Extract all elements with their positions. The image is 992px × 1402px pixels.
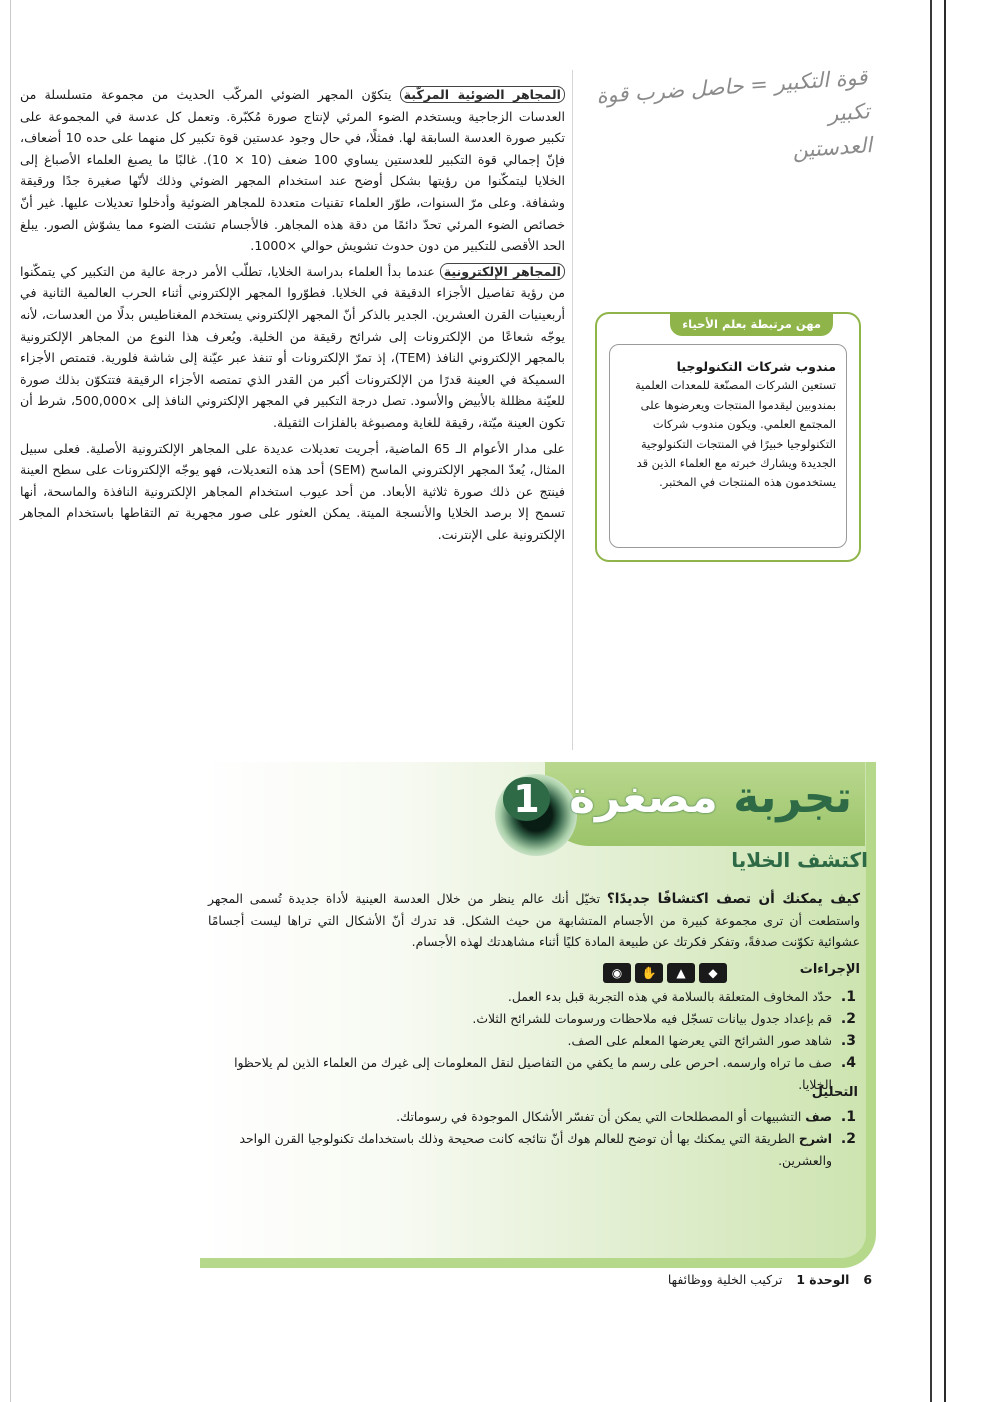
mini-lab-number: 1 <box>503 777 549 821</box>
step-lead: صف <box>805 1109 832 1124</box>
heading-electron-microscopes: المجاهر الإلكترونية <box>440 263 565 280</box>
step-text: حدّد المخاوف المتعلقة بالسلامة في هذه التجربة قبل بدء العمل. <box>507 989 832 1004</box>
scan-edge-left <box>10 0 11 1402</box>
step-text: قم بإعداد جدول بيانات تسجّل فيه ملاحظات ورسومات للشرائح الثلاث. <box>472 1011 832 1026</box>
procedure-step <box>208 1008 860 1030</box>
page-footer <box>668 1272 872 1287</box>
scan-edge-right <box>930 0 932 1402</box>
scan-edge-right-outer <box>944 0 946 1402</box>
paragraph-electron-text: عندما بدأ العلماء بدراسة الخلايا، تطلّب الأمر درجة عالية من التكبير كي يتمكّنوا من رؤية تفاصيل الأجزاء الدقيقة في الخلايا. فطوّروا المجهر الإلكتروني أثناء الحرب العالمية الثانية في أربعينيات القرن العشرين. الجدير بالذكر أنّ المجهر الإلكتروني يستخدم المغناطيس بدلًا من العدسات، لأنه يوجّه شعاعًا من الإلكترونات إلى شرائح رقيقة من الخلية. ويُعرف هذا النوع من المجاهر الإلكترونية بالمجهر الإلكتروني النافذ (TEM)، إذ تمرّ الإلكترونات أو تنفذ عبر عيّنة إلى شاشة فلورية. فتمتص الأجزاء السميكة في العينة قدرًا من الإلكترونات أكبر من القدر الذي تمتصه الأجزاء الرقيقة فتتكوّن بذلك صورة للعيّنة مظللة بالأبيض والأسود. تصل درجة التكبير في المجهر الإلكتروني النافذ إلى ×500,000، شرط أن تكون العينة ميّتة، رقيقة للغاية ومصبوغة بالفلزات الثقيلة. <box>20 263 565 430</box>
handwritten-note <box>582 60 873 182</box>
step-number: 2. <box>840 1131 856 1147</box>
mini-lab-intro <box>208 888 860 952</box>
main-text-column <box>20 84 565 549</box>
careers-title: مندوب شركات التكنولوجيا <box>676 359 836 374</box>
paragraph-electron-microscopes <box>20 261 565 434</box>
heading-compound-light-microscopes: المجاهر الضوئية المركّبة <box>400 86 565 103</box>
step-text: التشبيهات أو المصطلحات التي يمكن أن تفسّر الأشكال الموجودة في رسوماتك. <box>396 1109 802 1124</box>
procedure-step <box>208 1052 860 1096</box>
analysis-steps <box>208 1106 860 1172</box>
procedure-step <box>208 1030 860 1052</box>
careers-content <box>609 344 847 548</box>
procedure-steps <box>208 986 860 1096</box>
mini-lab-title-accent: مصغرة <box>569 772 718 823</box>
mini-lab-intro-text: تخيّل أنك عالم ينظر من خلال العدسة العينية لأداة جديدة تُسمى المجهر واستطعت أن ترى مجموعة كبيرة من الأجسام المتشابهة من حيث الشكل. قد تدرك أنّ الأشكال التي تراها ليست أجسامًا عشوائية تكوّنت صدفةً، وتفكر فكرتك عن طبيعة المادة كليًا أثناء مشاهدتك لهذه الأجسام. <box>208 891 860 949</box>
glassware-icon: ◆ <box>699 963 727 983</box>
step-text: صف ما تراه وارسمه. احرص على رسم ما يكفي من التفاصيل لنقل المعلومات إلى غيرك من العلماء الذين لم يلاحظوا الخلايا. <box>234 1055 832 1092</box>
safety-icons <box>603 963 727 983</box>
page-number: 6 <box>863 1272 872 1287</box>
handwritten-note-line-2: العدستين <box>791 133 873 163</box>
analysis-step <box>208 1128 860 1172</box>
eye-safety-icon: ◉ <box>603 963 631 983</box>
step-number: 1. <box>840 1109 856 1125</box>
unit-title: تركيب الخلية ووظائفها <box>667 1272 783 1287</box>
mini-lab-question: كيف يمكنك أن تصف اكتشافًا جديدًا؟ <box>606 891 860 907</box>
column-divider <box>572 70 573 750</box>
step-lead: اشرح <box>798 1131 832 1146</box>
hand-wash-icon: ✋ <box>635 963 663 983</box>
handwritten-note-line-1: قوة التكبير = حاصل ضرب قوة تكبير <box>595 65 871 126</box>
mini-lab-title <box>503 772 852 823</box>
clothing-protection-icon: ▲ <box>667 963 695 983</box>
paragraph-compound-text: يتكوّن المجهر الضوئي المركّب الحديث من مجموعة متسلسلة من العدسات الزجاجية ويستخدم الضوء المرئي لإنتاج صورة مُكبّرة. وتعمل كل عدسة في المجموعة على تكبير صورة العدسة السابقة لها. فمثلًا، في حال وجود عدستين قوة تكبير كل منهما على حده 10 أضعاف، فإنّ إجمالي قوة التكبير للعدستين يساوي 100 ضعف (10 × 10). غالبًا ما يصبغ العلماء الأصباغ إلى الخلايا ليتمكّنوا من رؤيتها بشكل أوضح عند استخدام المجهر الضوئي وذلك لأنّها صغيرة جدًا ورقيقة وشفافة. وعلى مرّ السنوات، طوّر العلماء تقنيات متعددة للمجاهر الضوئية وأدخلوا تعديلات عليها. غير أنّ خصائص الضوء المرئي تحدّ دائمًا من دقة هذه المجاهر. فالأجسام تشتت الضوء مما يشوّش الصور. يبلغ الحد الأقصى للتكبير من دون حدوث تشويش حوالي ×1000. <box>20 87 566 254</box>
paragraph-modifications-text: على مدار الأعوام الـ 65 الماضية، أجريت تعديلات عديدة على المجاهر الإلكترونية الأصلية. فعلى سبيل المثال، يُعدّ المجهر الإلكتروني الماسح (SEM) أحد هذه التعديلات، فهو يوجّه الإلكترونات على سطح العينة فينتج عن ذلك صورة ثلاثية الأبعاد. من أحد عيوب استخدام المجاهر الإلكترونية النافذة والماسحة، أنها تسمح إلا برصد الخلايا والأنسجة الميتة. يمكن العثور على صور مجهرية تم التقاطها باستخدام المجاهر الإلكترونية على الإنترنت. <box>20 440 566 542</box>
careers-banner: مهن مرتبطة بعلم الأحياء <box>670 312 833 336</box>
step-number: 2. <box>840 1011 856 1027</box>
paragraph-modifications <box>20 438 565 546</box>
mini-lab-title-word: تجربة <box>733 772 852 823</box>
unit-label: الوحدة 1 <box>796 1272 850 1287</box>
procedure-step <box>208 986 860 1008</box>
step-number: 4. <box>840 1055 856 1071</box>
step-text: الطريقة التي يمكنك بها أن توضح للعالم هوك أنّ نتائجه كانت صحيحة وذلك باستخدامك تكنولوجيا القرن الواحد والعشرين. <box>239 1131 832 1168</box>
procedures-heading: الإجراءات <box>799 962 860 977</box>
step-number: 3. <box>840 1033 856 1049</box>
analysis-heading: التحليل <box>811 1085 858 1100</box>
paragraph-compound-microscopes <box>20 84 565 257</box>
careers-body: تستعين الشركات المصنّعة للمعدات العلمية بمندوبين ليقدموا المنتجات ويعرضوها على المجتمع العلمي. ويكون مندوب شركات التكنولوجيا خبيرًا في المنتجات التكنولوجية الجديدة ويشارك خبرته مع العلماء الذين قد يستخدمون هذه المنتجات في المختبر. <box>635 378 836 490</box>
step-number: 1. <box>840 989 856 1005</box>
mini-lab-subtitle: اكتشف الخلايا <box>731 848 868 872</box>
analysis-step <box>208 1106 860 1128</box>
careers-in-biology-box <box>595 312 861 562</box>
step-text: شاهد صور الشرائح التي يعرضها المعلم على الصف. <box>567 1033 832 1048</box>
